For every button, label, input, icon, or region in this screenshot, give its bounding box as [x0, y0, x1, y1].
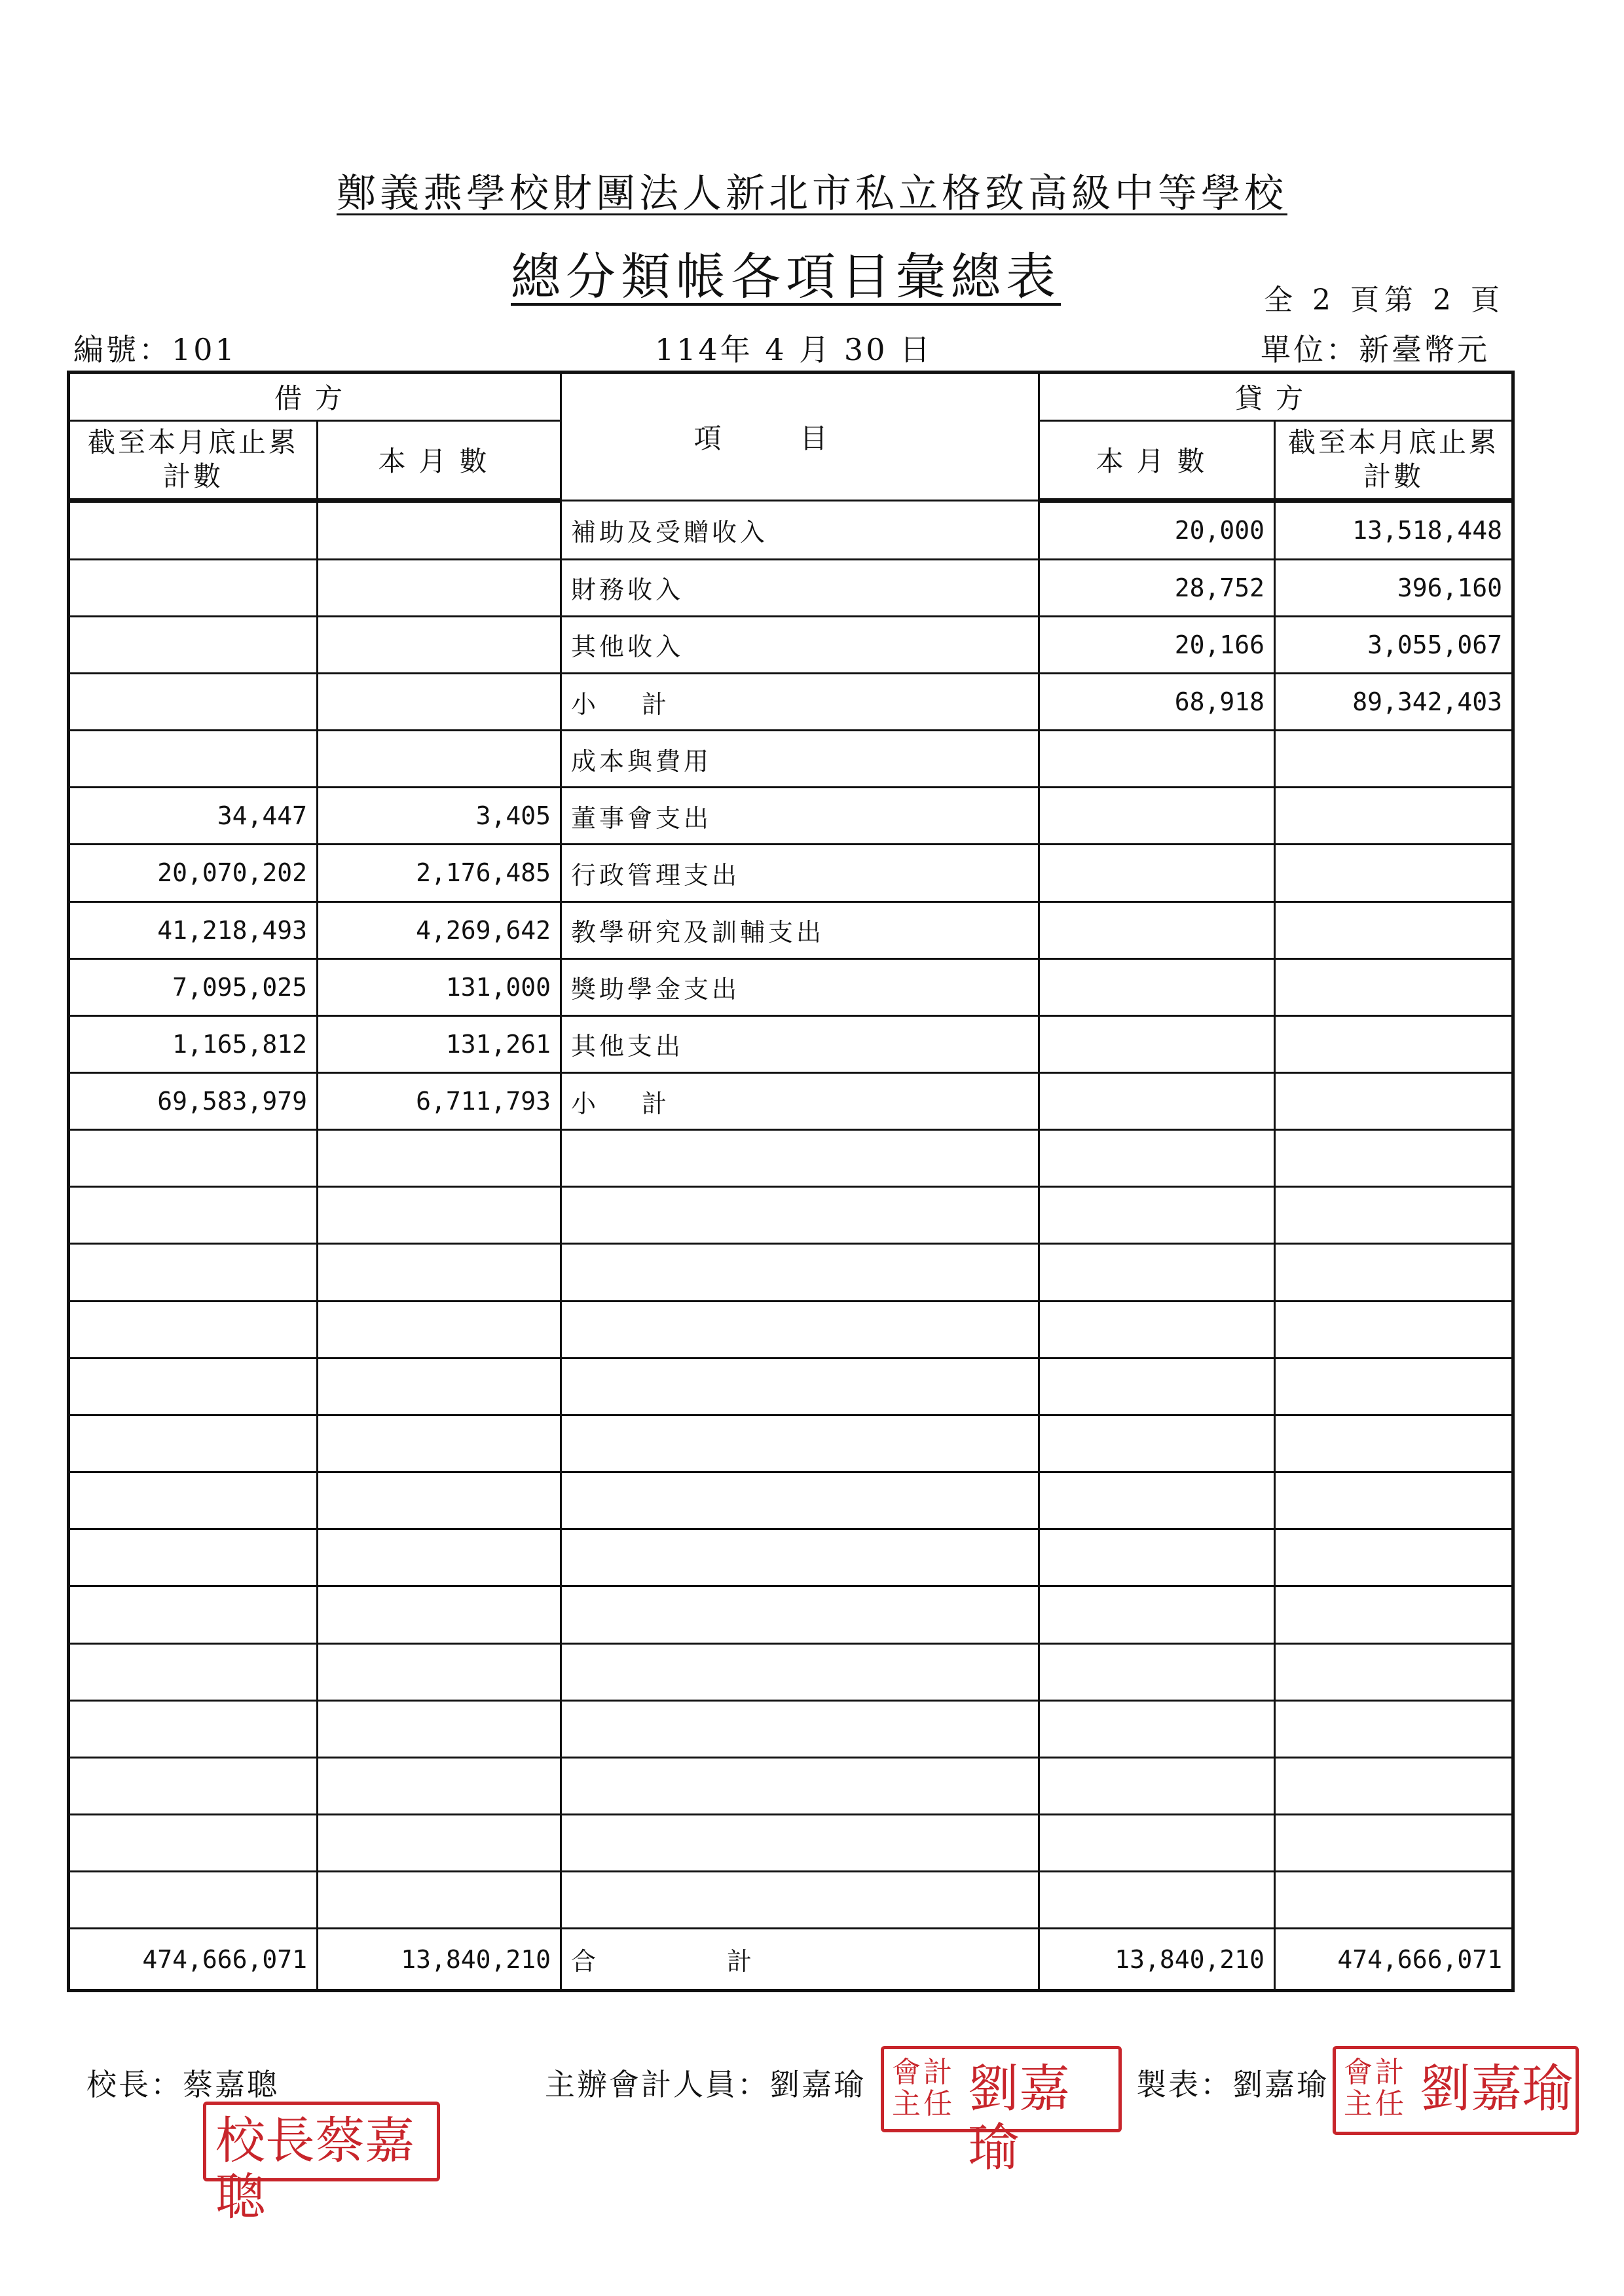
- preparer-seal-stamp: [1333, 2046, 1579, 2135]
- credit-month-cell: 28,752: [1039, 559, 1275, 616]
- item-cell: 補助及受贈收入: [561, 501, 1039, 559]
- table-row: [69, 1015, 1513, 1072]
- accountant-seal-name: 劉嘉瑜: [968, 2060, 1071, 2178]
- credit-cumulative-cell: [1275, 902, 1513, 958]
- table-row: [69, 731, 1513, 788]
- empty-row: [69, 1815, 1513, 1872]
- credit-cumulative-cell: [1275, 845, 1513, 902]
- credit-cumulative-cell: 396,160: [1275, 559, 1513, 616]
- preparer-seal-name: 劉嘉瑜: [1420, 2060, 1574, 2119]
- debit-cumulative-cell: 34,447: [69, 788, 318, 845]
- item-cell: 其他收入: [561, 616, 1039, 673]
- debit-cumulative-cell: [69, 616, 318, 673]
- credit-month-cell: 68,918: [1039, 673, 1275, 730]
- debit-month-cell: [318, 559, 561, 616]
- credit-month-cell: [1039, 788, 1275, 845]
- credit-month-cell: 20,166: [1039, 616, 1275, 673]
- credit-cumulative-cell: [1275, 1073, 1513, 1130]
- organization-name: 鄭義燕學校財團法人新北市私立格致高級中等學校: [337, 171, 1287, 217]
- principal-seal-text: 校長蔡嘉聰: [215, 2111, 415, 2226]
- debit-month-header: 本月數: [318, 420, 561, 501]
- debit-cumulative-cell: 20,070,202: [69, 845, 318, 902]
- debit-cumulative-cell: [69, 731, 318, 788]
- debit-month-cell: 2,176,485: [318, 845, 561, 902]
- document-number: 編號：101: [73, 332, 237, 367]
- item-cell: 小計: [561, 1073, 1039, 1130]
- principal-signature: 校長：蔡嘉聰: [86, 2067, 279, 2102]
- item-cell: 教學研究及訓輔支出: [561, 902, 1039, 958]
- empty-row: [69, 1244, 1513, 1301]
- credit-month-header: 本月數: [1039, 420, 1275, 501]
- debit-month-cell: [318, 673, 561, 730]
- preparer-signature: 製表：劉嘉瑜: [1136, 2067, 1329, 2102]
- debit-cumulative-cell: 41,218,493: [69, 902, 318, 958]
- credit-month-cell: [1039, 902, 1275, 958]
- credit-month-cell: [1039, 1073, 1275, 1130]
- item-cell: 行政管理支出: [561, 845, 1039, 902]
- empty-row: [69, 1130, 1513, 1187]
- debit-month-cell: [318, 501, 561, 559]
- accountant-signature: 主辦會計人員：劉嘉瑜: [545, 2067, 866, 2102]
- item-cell: 獎助學金支出: [561, 958, 1039, 1015]
- credit-header: 貸方: [1039, 373, 1513, 421]
- item-cell: 董事會支出: [561, 788, 1039, 845]
- empty-row: [69, 1187, 1513, 1244]
- debit-month-cell: 131,261: [318, 1015, 561, 1072]
- debit-cumulative-cell: 69,583,979: [69, 1073, 318, 1130]
- total-debit-cumulative: 474,666,071: [69, 1929, 318, 1991]
- empty-row: [69, 1757, 1513, 1814]
- table-row: [69, 501, 1513, 559]
- table-row: [69, 673, 1513, 730]
- ledger-table: [67, 371, 1515, 1992]
- credit-cumulative-cell: 89,342,403: [1275, 673, 1513, 730]
- accountant-seal-stamp: [881, 2046, 1122, 2178]
- empty-row: [69, 1872, 1513, 1929]
- debit-month-cell: [318, 616, 561, 673]
- debit-month-cell: [318, 731, 561, 788]
- accountant-seal-role: 會計主任: [892, 2056, 955, 2121]
- total-credit-month: 13,840,210: [1039, 1929, 1275, 1991]
- total-row: [69, 1929, 1513, 1991]
- empty-row: [69, 1358, 1513, 1415]
- debit-cumulative-cell: 7,095,025: [69, 958, 318, 1015]
- debit-month-cell: 3,405: [318, 788, 561, 845]
- debit-cumulative-cell: 1,165,812: [69, 1015, 318, 1072]
- table-row: [69, 616, 1513, 673]
- item-cell: 財務收入: [561, 559, 1039, 616]
- table-row: [69, 788, 1513, 845]
- item-header: 項目: [561, 373, 1039, 501]
- credit-cumulative-cell: [1275, 958, 1513, 1015]
- table-row: [69, 902, 1513, 958]
- credit-month-cell: [1039, 958, 1275, 1015]
- debit-cumulative-cell: [69, 501, 318, 559]
- credit-month-cell: [1039, 731, 1275, 788]
- debit-cumulative-header: 截至本月底止累計數: [69, 420, 318, 501]
- debit-cumulative-cell: [69, 673, 318, 730]
- debit-month-cell: 6,711,793: [318, 1073, 561, 1130]
- credit-cumulative-header: 截至本月底止累計數: [1275, 420, 1513, 501]
- table-row: [69, 845, 1513, 902]
- total-debit-month: 13,840,210: [318, 1929, 561, 1991]
- preparer-seal-role: 會計主任: [1344, 2056, 1407, 2121]
- credit-month-cell: [1039, 1015, 1275, 1072]
- empty-row: [69, 1586, 1513, 1643]
- empty-row: [69, 1529, 1513, 1586]
- empty-row: [69, 1700, 1513, 1757]
- currency-unit: 單位：新臺幣元: [1261, 332, 1490, 367]
- total-credit-cumulative: 474,666,071: [1275, 1929, 1513, 1991]
- credit-month-cell: [1039, 845, 1275, 902]
- item-cell: 小計: [561, 673, 1039, 730]
- debit-month-cell: 131,000: [318, 958, 561, 1015]
- debit-cumulative-cell: [69, 559, 318, 616]
- page-info: 全 2 頁第 2 頁: [1264, 283, 1505, 317]
- empty-row: [69, 1472, 1513, 1529]
- principal-seal-stamp: [203, 2102, 440, 2226]
- debit-month-cell: 4,269,642: [318, 902, 561, 958]
- credit-cumulative-cell: [1275, 788, 1513, 845]
- credit-month-cell: 20,000: [1039, 501, 1275, 559]
- report-title: 總分類帳各項目彙總表: [511, 247, 1061, 306]
- table-row: [69, 1073, 1513, 1130]
- item-cell: 成本與費用: [561, 731, 1039, 788]
- table-row: [69, 559, 1513, 616]
- debit-header: 借方: [69, 373, 561, 421]
- table-row: [69, 958, 1513, 1015]
- credit-cumulative-cell: [1275, 1015, 1513, 1072]
- report-date: 114年 4 月 30 日: [655, 332, 933, 367]
- credit-cumulative-cell: 3,055,067: [1275, 616, 1513, 673]
- credit-cumulative-cell: 13,518,448: [1275, 501, 1513, 559]
- empty-row: [69, 1301, 1513, 1358]
- item-cell: 其他支出: [561, 1015, 1039, 1072]
- empty-row: [69, 1643, 1513, 1700]
- credit-cumulative-cell: [1275, 731, 1513, 788]
- total-label: 合計: [561, 1929, 1039, 1991]
- empty-row: [69, 1415, 1513, 1472]
